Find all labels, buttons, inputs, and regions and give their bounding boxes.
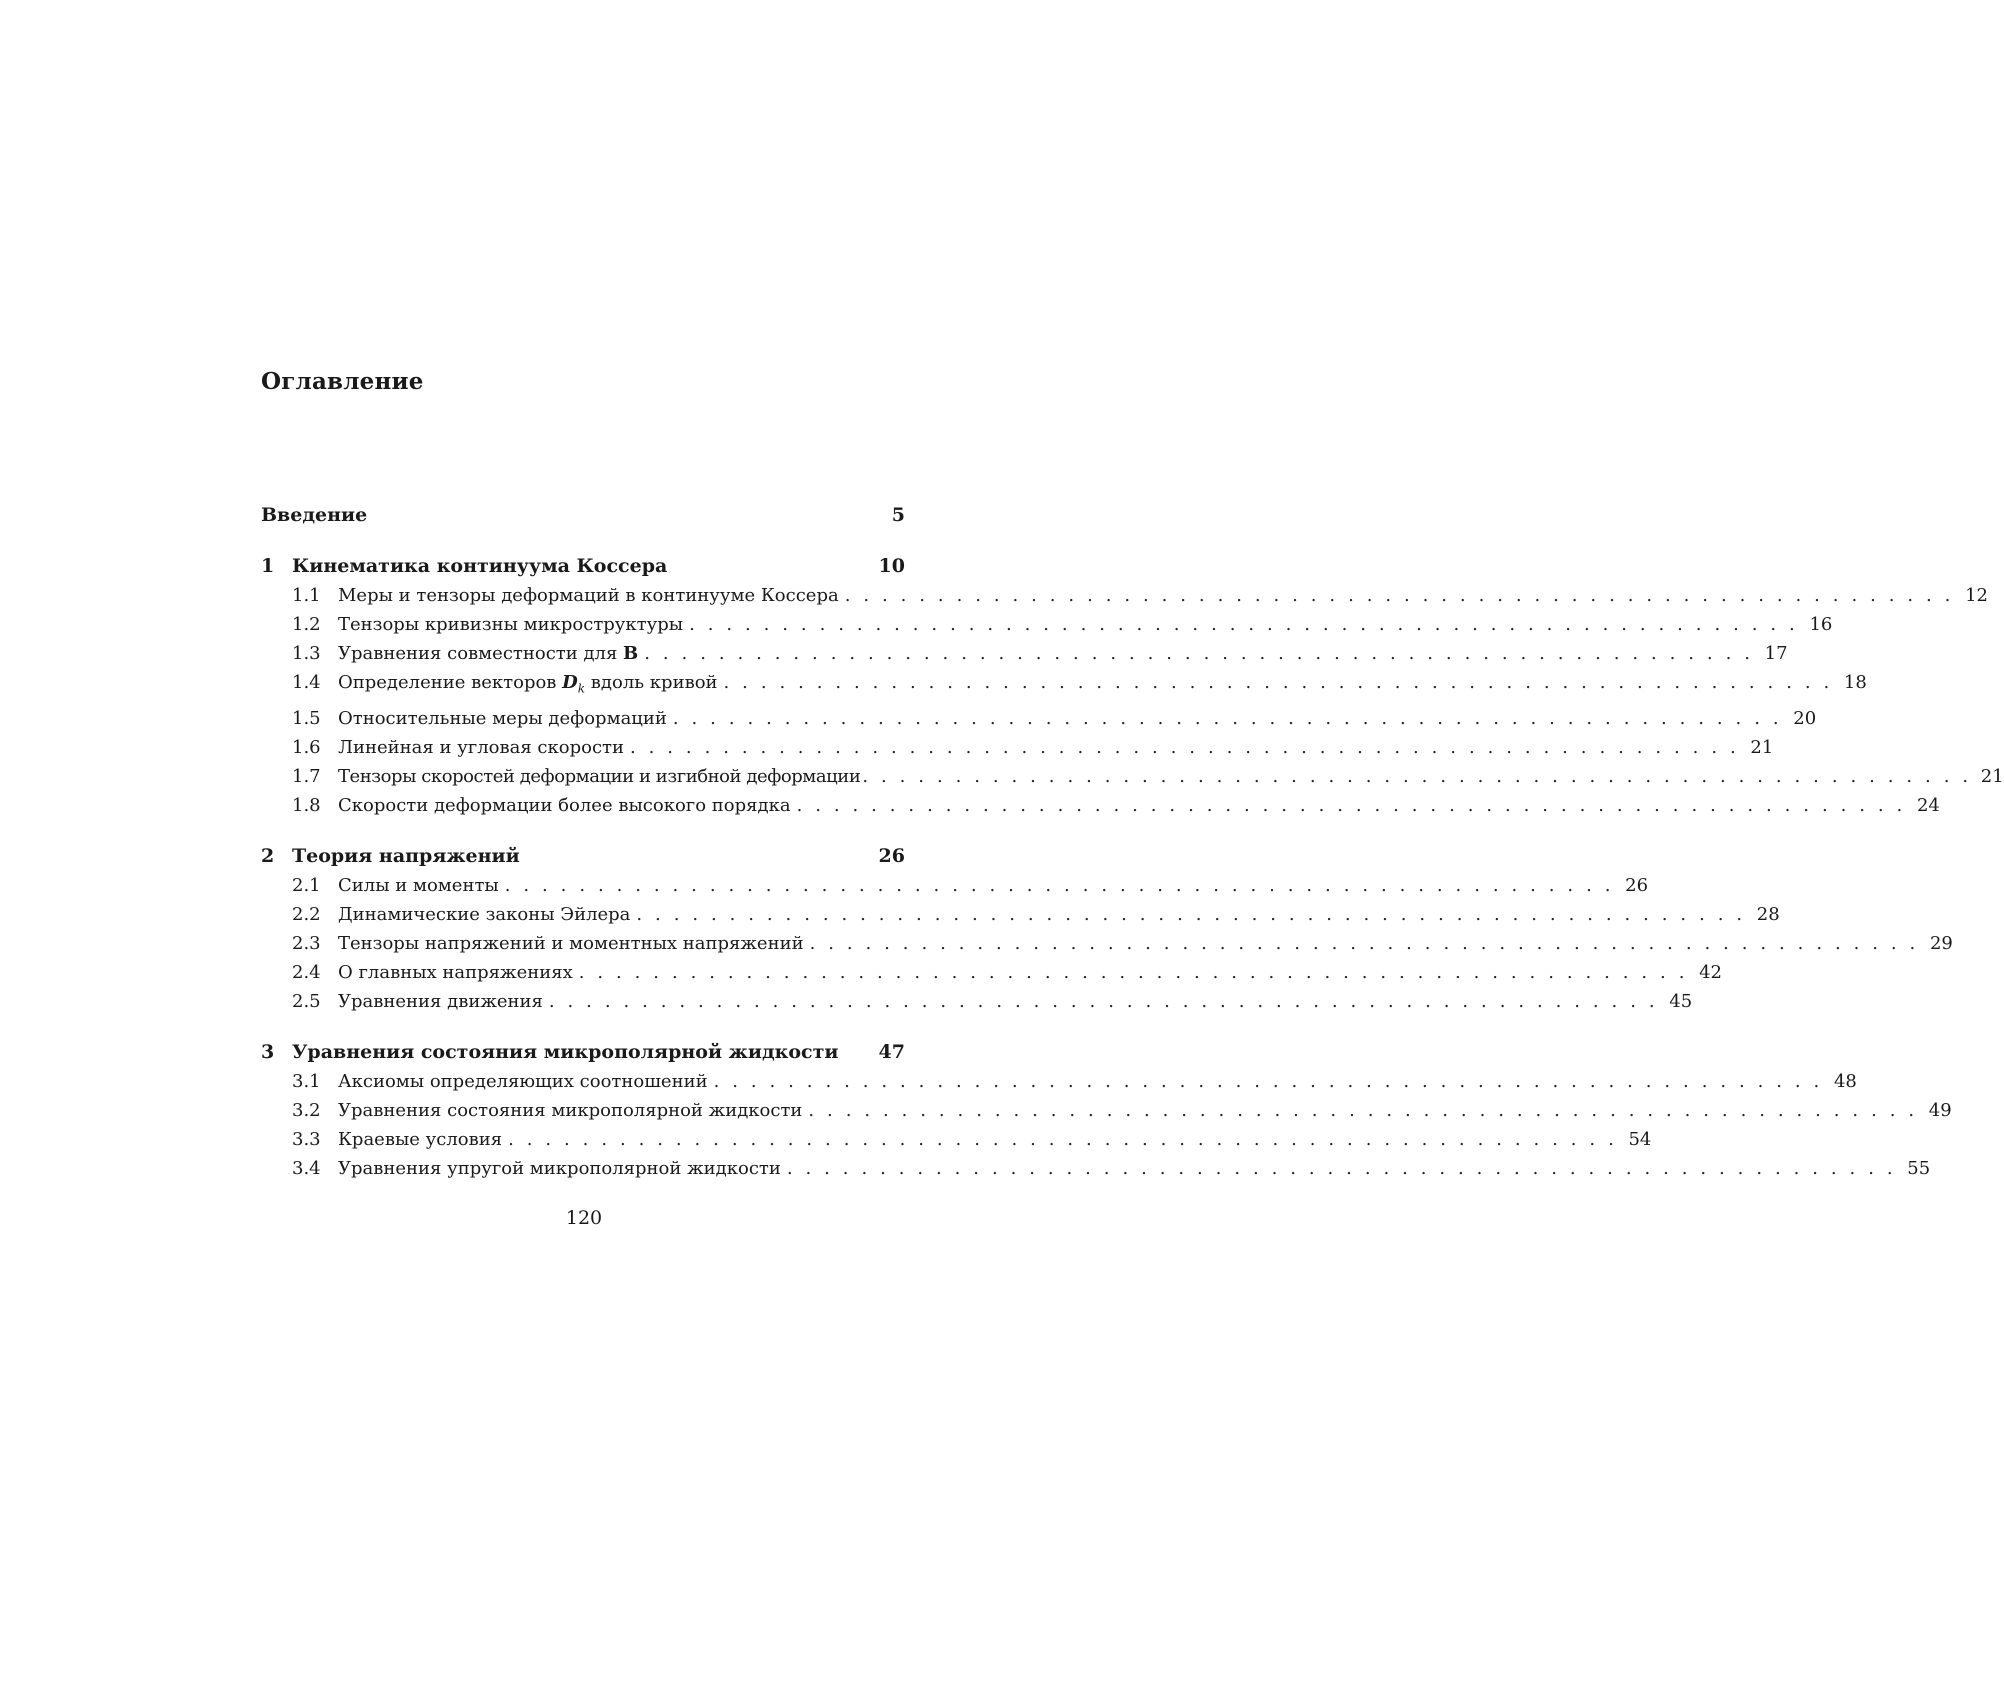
page-title: Оглавление (261, 368, 424, 395)
leader-dots (724, 668, 1833, 697)
section-title-text: вдоль кривой (585, 672, 718, 693)
section-title: Относительные меры деформаций (338, 707, 667, 729)
chapter-number: 1 (261, 555, 275, 577)
section-page: 18 (1843, 672, 1867, 693)
section-page: 24 (1916, 794, 1940, 816)
leader-dots (630, 733, 1739, 762)
toc-section-1-4[interactable] (261, 668, 1867, 704)
math-symbol: B (623, 643, 639, 664)
leader-dots (845, 581, 1954, 610)
math-symbol: D (562, 672, 578, 693)
toc-section-3-2[interactable] (261, 1096, 1952, 1125)
toc-chapter-1[interactable] (261, 552, 905, 581)
chapter-page: 26 (878, 844, 905, 867)
toc-section-2-3[interactable] (261, 929, 1953, 958)
leader-dots (673, 704, 1782, 733)
toc-entry-page: 5 (891, 504, 905, 526)
table-of-contents (261, 501, 2004, 1183)
section-title: Уравнения движения (338, 990, 543, 1012)
section-page: 48 (1833, 1070, 1857, 1092)
section-number: 2.2 (292, 903, 321, 925)
section-number: 1.3 (292, 643, 321, 664)
section-title: О главных напряжениях (338, 961, 573, 983)
leader-dots (505, 871, 1614, 900)
section-title: Уравнения упругой микрополярной жидкости (338, 1157, 781, 1179)
chapter-number: 3 (261, 1040, 275, 1063)
section-page: 54 (1628, 1128, 1652, 1150)
section-page: 49 (1928, 1099, 1952, 1121)
leader-dots (714, 1067, 1823, 1096)
section-title: Скорости деформации более высокого порядка (338, 794, 791, 816)
toc-section-1-5[interactable] (261, 704, 1817, 733)
section-page: 17 (1764, 643, 1788, 664)
section-title: Линейная и угловая скорости (338, 736, 624, 758)
toc-section-2-5[interactable] (261, 987, 1693, 1016)
section-page: 21 (1750, 736, 1774, 758)
section-number: 1.4 (292, 672, 321, 693)
section-page: 16 (1809, 614, 1833, 635)
toc-entry-intro[interactable] (261, 501, 905, 530)
toc-section-2-1[interactable] (261, 871, 1649, 900)
section-title: Тензоры напряжений и моментных напряжений (338, 932, 804, 954)
toc-section-1-3[interactable] (261, 639, 1788, 668)
toc-section-3-3[interactable] (261, 1125, 1652, 1154)
section-title (338, 639, 638, 668)
toc-section-1-1[interactable] (261, 581, 1988, 610)
section-number: 1.1 (292, 585, 321, 606)
toc-section-2-2[interactable] (261, 900, 1780, 929)
chapter-title: Уравнения состояния микрополярной жидкости (292, 1040, 839, 1063)
section-title (338, 668, 718, 704)
toc-section-2-4[interactable] (261, 958, 1723, 987)
section-title: Уравнения состояния микрополярной жидкости (338, 1099, 803, 1121)
chapter-page: 10 (878, 555, 905, 577)
section-number: 2.4 (292, 961, 321, 983)
section-number: 2.5 (292, 990, 321, 1012)
section-number: 2.3 (292, 932, 321, 954)
toc-chapter-3[interactable] (261, 1038, 905, 1067)
leader-dots (579, 958, 1688, 987)
page-number: 120 (565, 1207, 603, 1229)
toc-section-1-2[interactable] (261, 610, 1833, 639)
section-page: 12 (1965, 585, 1988, 606)
toc-section-1-6[interactable] (261, 733, 1774, 762)
section-title: Аксиомы определяющих соотношений (338, 1070, 708, 1092)
section-number: 1.7 (292, 765, 321, 787)
toc-section-3-4[interactable] (261, 1154, 1931, 1183)
section-page: 45 (1669, 990, 1693, 1012)
section-page: 28 (1756, 903, 1780, 925)
leader-dots (797, 791, 1906, 820)
toc-section-1-8[interactable] (261, 791, 1940, 820)
leader-dots (689, 610, 1798, 639)
section-title-text: Определение векторов (338, 672, 563, 693)
section-number: 1.6 (292, 736, 321, 758)
section-number: 3.1 (292, 1070, 321, 1092)
section-number: 3.2 (292, 1099, 321, 1121)
section-title: Краевые условия (338, 1128, 503, 1150)
section-title-text: Уравнения совместности для (338, 643, 624, 664)
chapter-number: 2 (261, 844, 275, 867)
section-page: 55 (1907, 1157, 1931, 1179)
leader-dots (862, 762, 1971, 791)
toc-section-3-1[interactable] (261, 1067, 1857, 1096)
leader-dots (549, 987, 1658, 1016)
leader-dots (636, 900, 1745, 929)
chapter-title: Кинематика континуума Коссера (292, 555, 668, 577)
section-page: 26 (1625, 874, 1649, 896)
section-title: Динамические законы Эйлера (338, 903, 631, 925)
section-page: 20 (1793, 707, 1817, 729)
toc-entry-title: Введение (261, 504, 368, 526)
section-title: Меры и тензоры деформаций в континууме Коссера (338, 585, 839, 606)
math-subscript: k (577, 681, 586, 696)
section-page: 21 (1980, 765, 2004, 787)
section-title: Тензоры кривизны микроструктуры (338, 614, 684, 635)
section-page: 42 (1699, 961, 1723, 983)
section-number: 1.5 (292, 707, 321, 729)
section-title: Силы и моменты (338, 874, 499, 896)
leader-dots (810, 929, 1919, 958)
section-number: 1.8 (292, 794, 321, 816)
leader-dots (508, 1125, 1617, 1154)
leader-dots (644, 639, 1753, 668)
section-page: 29 (1929, 932, 1953, 954)
section-number: 2.1 (292, 874, 321, 896)
toc-section-1-7[interactable] (261, 762, 2004, 791)
chapter-title: Теория напряжений (292, 844, 520, 867)
toc-chapter-2[interactable] (261, 842, 905, 871)
section-number: 3.4 (292, 1157, 321, 1179)
section-title: Тензоры скоростей деформации и изгибной деформации (338, 765, 861, 787)
section-number: 3.3 (292, 1128, 321, 1150)
chapter-page: 47 (878, 1040, 905, 1063)
leader-dots (808, 1096, 1917, 1125)
section-number: 1.2 (292, 614, 321, 635)
leader-dots (787, 1154, 1896, 1183)
